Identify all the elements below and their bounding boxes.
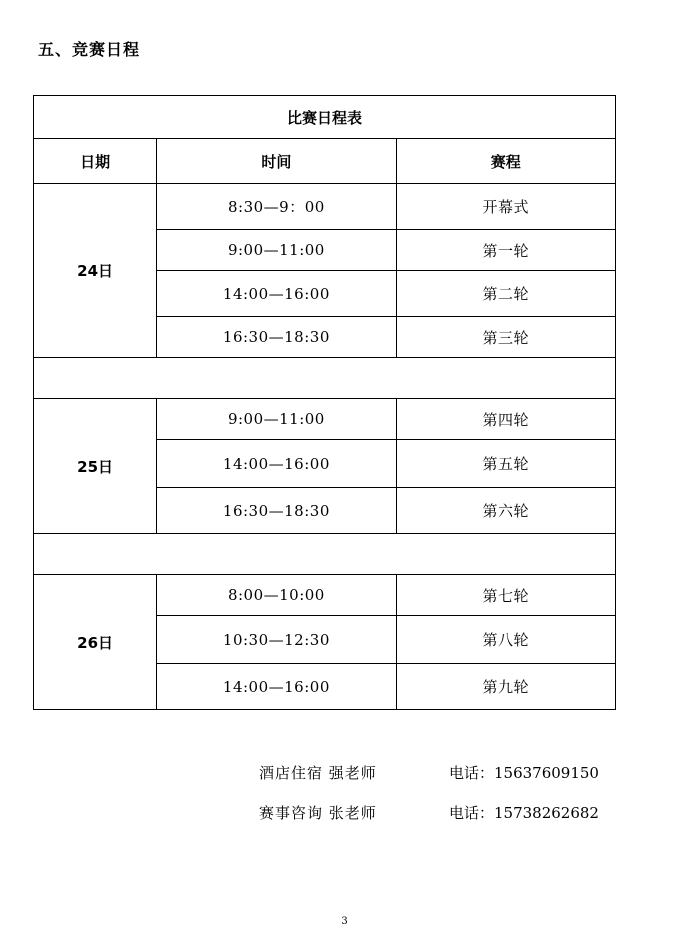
time-cell: 16:30—18:30 — [157, 488, 396, 534]
event-cell: 第八轮 — [396, 616, 615, 664]
time-cell: 14:00—16:00 — [157, 271, 396, 317]
event-cell: 第六轮 — [396, 488, 615, 534]
time-cell: 9:00—11:00 — [157, 399, 396, 440]
time-cell: 10:30—12:30 — [157, 616, 396, 664]
section-title: 五、竞赛日程 — [38, 40, 141, 59]
event-cell: 第四轮 — [396, 399, 615, 440]
page-number: 3 — [341, 916, 348, 927]
date-cell-day3: 26日 — [34, 575, 157, 710]
time-cell: 14:00—16:00 — [157, 440, 396, 488]
table-header-row — [34, 139, 616, 184]
event-cell: 第五轮 — [396, 440, 615, 488]
event-cell: 第九轮 — [396, 664, 615, 710]
contact-role: 赛事咨询 张老师 — [259, 804, 377, 822]
date-cell-day1: 24日 — [34, 184, 157, 358]
header-event: 赛程 — [396, 139, 615, 184]
contact-row-hotel — [259, 760, 599, 800]
schedule-table — [33, 95, 616, 710]
spacer-row — [34, 358, 616, 399]
time-cell: 8:30—9：00 — [157, 184, 396, 230]
time-cell: 9:00—11:00 — [157, 230, 396, 271]
table-row — [34, 575, 616, 616]
table-row — [34, 184, 616, 230]
spacer-row — [34, 534, 616, 575]
table-row — [34, 399, 616, 440]
time-cell: 14:00—16:00 — [157, 664, 396, 710]
event-cell: 开幕式 — [396, 184, 615, 230]
spacer-cell — [34, 358, 616, 399]
header-date: 日期 — [34, 139, 157, 184]
date-cell-day2: 25日 — [34, 399, 157, 534]
table-caption: 比赛日程表 — [34, 96, 616, 139]
time-cell: 16:30—18:30 — [157, 317, 396, 358]
table-caption-row — [34, 96, 616, 139]
contact-info — [259, 760, 599, 840]
contact-row-event — [259, 800, 599, 840]
event-cell: 第二轮 — [396, 271, 615, 317]
contact-phone: 电话：15738262682 — [449, 804, 599, 822]
event-cell: 第一轮 — [396, 230, 615, 271]
event-cell: 第三轮 — [396, 317, 615, 358]
event-cell: 第七轮 — [396, 575, 615, 616]
time-cell: 8:00—10:00 — [157, 575, 396, 616]
contact-role: 酒店住宿 强老师 — [259, 764, 377, 782]
header-time: 时间 — [157, 139, 396, 184]
contact-phone: 电话：15637609150 — [449, 764, 599, 782]
spacer-cell — [34, 534, 616, 575]
